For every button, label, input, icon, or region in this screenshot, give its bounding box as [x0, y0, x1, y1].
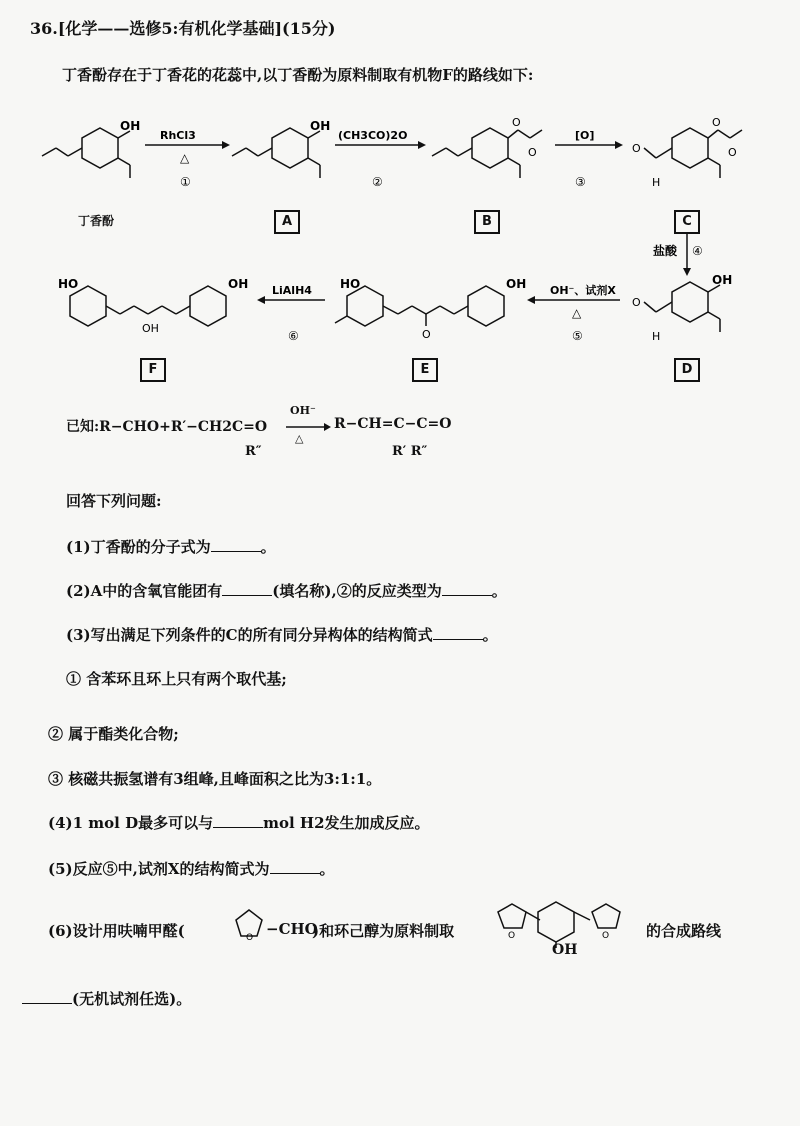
compound-a-structure — [232, 128, 320, 178]
step-2: ② — [372, 175, 383, 189]
label-compound-b: B — [474, 210, 500, 234]
q6-text-a: (6)设计用呋喃甲醛( — [48, 922, 185, 940]
q6-text-d: (无机试剂任选)。 — [72, 990, 192, 1008]
svg-text:O: O — [508, 931, 516, 941]
reagent-oxidation: [O] — [575, 129, 595, 142]
question-2 — [66, 580, 507, 601]
q5-text: (5)反应⑤中,试剂X的结构简式为 — [48, 860, 270, 878]
q1-end: 。 — [260, 538, 276, 556]
step-1: ① — [180, 175, 191, 189]
svg-text:H: H — [652, 330, 661, 343]
condition-2: ② 属于酯类化合物; — [48, 725, 179, 743]
svg-text:OH: OH — [712, 273, 733, 287]
reagent-rhcl3: RhCl3 — [160, 129, 196, 142]
label-compound-f: F — [140, 358, 166, 382]
question-number: 36. — [30, 19, 58, 38]
question-3 — [66, 624, 498, 645]
intro-text: 丁香酚存在于丁香花的花蕊中,以丁香酚为原料制取有机物F的路线如下: — [62, 66, 534, 84]
q6-blank[interactable] — [22, 989, 72, 1004]
label-compound-c: C — [674, 210, 700, 234]
svg-text:OH: OH — [506, 277, 527, 291]
svg-text:OH: OH — [120, 119, 141, 133]
step-3: ③ — [575, 175, 586, 189]
known-left-substituent: R″ — [245, 444, 262, 459]
q4-text-b: mol H2发生加成反应。 — [263, 814, 430, 832]
reagent-base-x: OH⁻、试剂X — [550, 284, 616, 297]
question-header — [30, 16, 335, 39]
condition-3: ③ 核磁共振氢谱有3组峰,且峰面积之比为3:1:1。 — [48, 770, 382, 788]
q6-oh-label: OH — [552, 942, 578, 958]
reagent-hcl: 盐酸 — [653, 244, 678, 258]
svg-text:O: O — [528, 146, 537, 159]
q2-blank-1[interactable] — [222, 581, 272, 596]
svg-text:O: O — [422, 328, 431, 341]
eugenol-label: 丁香酚 — [78, 214, 115, 228]
q1-text: (1)丁香酚的分子式为 — [66, 538, 211, 556]
question-1 — [66, 536, 276, 557]
question-title: [化学——选修5:有机化学基础](15分) — [57, 19, 336, 38]
question-6-end — [22, 988, 191, 1009]
cond-heat-1: △ — [180, 151, 190, 165]
svg-text:OH: OH — [142, 322, 159, 335]
q2-text-b: (填名称),②的反应类型为 — [272, 582, 442, 600]
q6-text-b: )和环己醇为原料制取 — [312, 922, 455, 940]
q5-blank[interactable] — [270, 859, 320, 874]
q5-end: 。 — [319, 860, 335, 878]
svg-text:O: O — [512, 116, 521, 129]
q2-blank-2[interactable] — [442, 581, 492, 596]
eugenol-structure — [42, 128, 130, 178]
svg-text:O: O — [632, 142, 641, 155]
svg-text:O: O — [246, 933, 254, 942]
answer-intro: 回答下列问题: — [66, 492, 162, 510]
compound-e-structure — [335, 286, 504, 326]
q2-end: 。 — [491, 582, 507, 600]
q2-text-a: (2)A中的含氧官能团有 — [66, 582, 223, 600]
step-6: ⑥ — [288, 329, 299, 343]
q6-cho: −CHO — [266, 920, 318, 938]
svg-text:O: O — [712, 116, 721, 129]
synthesis-scheme — [0, 100, 800, 400]
label-compound-a: A — [274, 210, 300, 234]
question-4 — [48, 812, 430, 833]
q3-end: 。 — [482, 626, 498, 644]
q3-blank[interactable] — [433, 625, 483, 640]
question-5 — [48, 858, 335, 879]
furan-ring-icon — [232, 906, 266, 942]
q1-blank[interactable] — [211, 537, 261, 552]
known-arrow-icon — [284, 420, 332, 434]
svg-text:OH: OH — [228, 277, 249, 291]
compound-f-structure — [70, 286, 226, 326]
q6-text-c: 的合成路线 — [646, 922, 722, 940]
condition-1: ① 含苯环且环上只有两个取代基; — [66, 670, 287, 688]
label-compound-d: D — [674, 358, 700, 382]
known-reactants: R−CHO+R′−CH2C=O — [99, 419, 268, 435]
known-reaction — [66, 416, 267, 436]
reagent-lialh4: LiAlH4 — [272, 284, 312, 297]
svg-text:HO: HO — [340, 277, 361, 291]
step-4: ④ — [692, 244, 703, 258]
cond-heat-5: △ — [572, 306, 582, 320]
svg-text:O: O — [602, 931, 610, 941]
known-cond-base: OH⁻ — [290, 404, 316, 417]
q4-text-a: (4)1 mol D最多可以与 — [48, 814, 214, 832]
step-5: ⑤ — [572, 329, 583, 343]
q4-blank[interactable] — [213, 813, 263, 828]
svg-text:H: H — [652, 176, 661, 189]
svg-text:HO: HO — [58, 277, 79, 291]
reagent-acetic-anhydride: (CH3CO)2O — [338, 129, 408, 142]
svg-text:O: O — [728, 146, 737, 159]
label-compound-e: E — [412, 358, 438, 382]
compound-b-structure — [432, 128, 542, 178]
known-cond-heat: △ — [295, 432, 304, 445]
known-prefix: 已知: — [66, 419, 100, 435]
svg-text:OH: OH — [310, 119, 331, 133]
compound-d-structure — [644, 282, 720, 332]
known-right-substituents: R′ R″ — [392, 444, 428, 459]
svg-text:O: O — [632, 296, 641, 309]
q3-text: (3)写出满足下列条件的C的所有同分异构体的结构简式 — [66, 626, 433, 644]
known-product: R−CH=C−C=O — [334, 416, 452, 432]
